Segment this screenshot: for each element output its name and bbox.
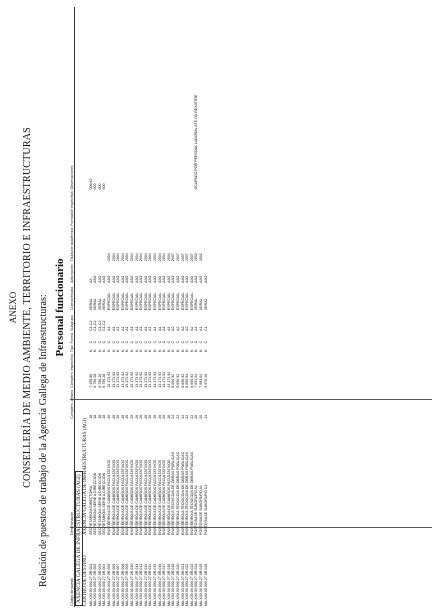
cell-titulacion: 2004 xyxy=(125,253,130,262)
cell-nivel: 22 xyxy=(180,414,185,419)
cell-subgrupo: A2 xyxy=(185,326,190,331)
cell-cuerpo: XERAL xyxy=(93,298,98,311)
center-label: CENTRO DE DESTINO xyxy=(82,555,88,606)
cell-forma: C xyxy=(175,340,180,344)
cell-cuerpo: ESPECIAL xyxy=(111,292,116,311)
cell-nivel: 22 xyxy=(189,414,194,419)
cell-forma: C xyxy=(116,340,121,344)
cell-cuerpo: ESPECIAL xyxy=(125,292,130,311)
cell-cuerpo: XERAL xyxy=(88,298,93,311)
cell-forma: C xyxy=(157,340,162,344)
cell-nivel: 26 xyxy=(111,414,116,419)
cell-adscripcion: A3O xyxy=(130,275,135,283)
cell-adscripcion: A3O xyxy=(107,275,112,283)
cell-denominacion: SECRETARIO/A DIRECTOR/A xyxy=(88,485,93,535)
cell-especifico: 8.650,92 xyxy=(185,373,190,388)
cell-subgrupo: A1 xyxy=(157,326,162,331)
cell-especifico: 13.173,92 xyxy=(148,371,153,388)
cell-cuerpo: ESPECIAL xyxy=(175,292,180,311)
cell-subgrupo: A1 xyxy=(116,326,121,331)
cell-tipo: N xyxy=(134,349,139,353)
col-forma: Forma xyxy=(70,332,74,344)
cell-denominacion: SECRETARIO/A SERIE A DIRECCIÓN xyxy=(93,472,98,535)
cell-titulacion: 2004 xyxy=(162,253,167,262)
cell-cuerpo: ESPECIAL xyxy=(130,292,135,311)
cell-forma: C xyxy=(203,340,208,344)
cell-especifico: 7.091,04 xyxy=(194,373,199,388)
cell-tipo: N xyxy=(102,349,107,353)
cell-cuerpo: ESPECIAL xyxy=(166,292,171,311)
cell-forma: C xyxy=(107,340,112,344)
cell-adscripcion: A3O xyxy=(120,275,125,283)
cell-cuerpo: ESPECIAL xyxy=(162,292,167,311)
cell-tipo: N xyxy=(139,349,144,353)
cell-codigo: MA.X00.00.000.27.0R.020 xyxy=(175,563,180,606)
cell-denominacion: SECRETARIO/A SERIE A DIRECCIÓN xyxy=(102,472,107,535)
cell-subgrupo: A1 xyxy=(148,326,153,331)
cell-formacion xyxy=(204,191,209,227)
cell-forma: C xyxy=(180,340,185,344)
cell-forma: C xyxy=(111,340,116,344)
cell-subgrupo: A2 xyxy=(189,326,194,331)
cell-tipo: N xyxy=(175,349,180,353)
cell-titulacion: 2002 xyxy=(194,253,199,262)
cell-adscripcion: A3O xyxy=(162,275,167,283)
cell-nivel: 26 xyxy=(120,414,125,419)
cell-codigo: MA.X00.00.000.27.0R.002 xyxy=(93,563,98,606)
cell-denominacion: ENXEÑEIRO/A DE CAMIÑOS FACULTATIVOS xyxy=(148,459,153,535)
cell-especifico: 7.091,04 xyxy=(198,373,203,388)
cell-cuerpo: ESPECIAL xyxy=(148,292,153,311)
center-value: AXENCIA GALEGA DE INFRAESTRUCTURAS (AGI) xyxy=(82,418,88,535)
cell-forma: C xyxy=(194,340,199,344)
cell-adscripcion: A3O xyxy=(148,275,153,283)
cell-codigo: MA.X00.00.000.27.0R.012 xyxy=(139,563,144,606)
cell-adscripcion: A3O xyxy=(93,275,98,283)
cell-codigo: MA.X00.00.000.27.0R.019 xyxy=(171,563,176,606)
cell-nivel: 20 xyxy=(194,414,199,419)
cell-denominacion: ENXEÑEIRO/A DE CAMIÑOS FACULTATIVOS xyxy=(107,459,112,535)
cell-codigo: MA.X00.00.000.27.0R.010 xyxy=(130,563,135,606)
cell-cuerpo: XERAL xyxy=(102,298,107,311)
personal-funcionario-heading: Personal funcionario xyxy=(54,258,66,357)
cell-adscripcion: A3O xyxy=(171,275,176,283)
col-subgrupo: Subgrupo xyxy=(70,311,75,332)
cell-denominacion: ENXEÑEIRO/A DE CAMIÑOS FACULTATIVOS xyxy=(166,459,171,535)
cell-titulacion: 2007 xyxy=(180,253,185,262)
cell-titulacion: 2004 xyxy=(134,253,139,262)
cell-adscripcion: A3O xyxy=(175,275,180,283)
cell-especifico: 8.650,92 xyxy=(175,373,180,388)
cell-tipo: N xyxy=(88,349,93,353)
cell-subgrupo: A1 xyxy=(134,326,139,331)
cell-tipo: N xyxy=(148,349,153,353)
cell-nivel: 26 xyxy=(143,414,148,419)
cell-tipo: N xyxy=(107,349,112,353)
cell-nivel: 26 xyxy=(116,414,121,419)
cell-forma: C xyxy=(93,340,98,344)
cell-forma: C xyxy=(171,340,176,344)
cell-nivel: 22 xyxy=(171,414,176,419)
cell-subgrupo: A1 xyxy=(194,326,199,331)
cell-subgrupo: A1 xyxy=(143,326,148,331)
cell-subgrupo: C1-C2 xyxy=(102,320,107,331)
conselleria-heading: CONSELLERÍA DE MEDIO AMBIENTE, TERRITORIO E INFRAESTRUCTURAS xyxy=(22,127,33,488)
cell-titulacion: 2002 xyxy=(198,253,203,262)
cell-forma: C xyxy=(125,340,130,344)
cell-subgrupo: A1 xyxy=(130,326,135,331)
col-tipo: Tipo xyxy=(70,345,74,353)
cell-tipo: N xyxy=(162,349,167,353)
cell-codigo: MA.X00.00.000.27.0R.014 xyxy=(148,563,153,606)
cell-especifico: 8.650,92 xyxy=(171,373,176,388)
cell-subgrupo: A2 xyxy=(180,326,185,331)
cell-observaciones: 006/40 xyxy=(88,178,93,190)
cell-especifico: 13.173,92 xyxy=(139,371,144,388)
cell-nivel: 18 xyxy=(102,414,107,419)
cell-tipo: N xyxy=(189,349,194,353)
cell-nivel: 26 xyxy=(125,414,130,419)
cell-subgrupo: A1 xyxy=(111,326,116,331)
cell-denominacion: ENXEÑEIRO/A DE CAMIÑOS FACULTATIVOS xyxy=(111,459,116,535)
cell-especifico: 13.173,92 xyxy=(107,371,112,388)
cell-cuerpo: ESPECIAL xyxy=(120,292,125,311)
cell-tipo: N xyxy=(157,349,162,353)
cell-especifico: 13.173,92 xyxy=(130,371,135,388)
cell-tipo: N xyxy=(125,349,130,353)
cell-tipo: N xyxy=(203,349,208,353)
cell-subgrupo: A1 xyxy=(107,326,112,331)
cell-denominacion: POSTO BASE SUBGRUPO A1 xyxy=(194,485,199,535)
cell-adscripcion: A3O xyxy=(157,275,162,283)
cell-adscripcion: A3O xyxy=(194,275,199,283)
cell-denominacion: ENXEÑEIRO/A DE CAMIÑOS FACULTATIVOS xyxy=(130,459,135,535)
cell-nivel: 18 xyxy=(88,414,93,419)
cell-especifico: 13.173,92 xyxy=(162,371,167,388)
cell-adscripcion: A3O xyxy=(97,275,102,283)
cell-nivel: 26 xyxy=(157,414,162,419)
cell-especifico: 13.173,92 xyxy=(116,371,121,388)
cell-nivel: 26 xyxy=(107,414,112,419)
cell-codigo: MA.X00.00.000.27.0R.004 xyxy=(102,563,107,606)
table-row xyxy=(204,7,209,607)
col-denominacion: Denominación xyxy=(70,420,75,536)
cell-titulacion: 2004 xyxy=(139,253,144,262)
cell-forma: C xyxy=(88,340,93,344)
cell-forma: C xyxy=(185,340,190,344)
cell-tipo: N xyxy=(130,349,135,353)
cell-titulacion: 2007 xyxy=(185,253,190,262)
cell-adscripcion: A3O xyxy=(125,275,130,283)
cell-subgrupo: A1 xyxy=(198,326,203,331)
cell-codigo: MA.X00.00.000.27.0R.024 xyxy=(194,563,199,606)
cell-titulacion: 2007 xyxy=(175,253,180,262)
cell-titulacion: 2004 xyxy=(153,253,158,262)
cell-denominacion: POSTO BASE SUBGRUPO A1 xyxy=(198,485,203,535)
cell-denominacion: ENXEÑEIRO/A TÉCNICO/A DE OBRAS PÚBLICAS xyxy=(185,451,190,535)
cell-cuerpo: ESPECIAL xyxy=(116,292,121,311)
cell-denominacion: POSTO BASE SUBGRUPO C1 xyxy=(203,484,208,535)
cell-forma: C xyxy=(189,340,194,344)
cell-cuerpo: ESPECIAL xyxy=(107,292,112,311)
cell-adscripcion: A3O xyxy=(139,275,144,283)
cell-denominacion: ENXEÑEIRO/A DE CAMIÑOS FACULTATIVOS xyxy=(116,459,121,535)
cell-subgrupo: C1 xyxy=(203,326,208,331)
cell-denominacion: ENXEÑEIRO/A TÉCNICO/A DE OBRAS PÚBLICAS xyxy=(180,451,185,535)
cell-denominacion: ENXEÑEIRO/A DE CAMIÑOS FACULTATIVOS xyxy=(162,459,167,535)
cell-especifico: 7.458,86 xyxy=(88,373,93,388)
cell-subgrupo: C1-C2 xyxy=(88,320,93,331)
cell-cuerpo: ESPECIAL xyxy=(139,292,144,311)
cell-codigo: MA.X00.00.000.27.0R.023 xyxy=(189,563,194,606)
col-adscripcion: Adscripción xyxy=(70,262,75,284)
cell-subgrupo: C1-C2 xyxy=(97,320,102,331)
table-body xyxy=(75,7,208,607)
section-row xyxy=(75,7,83,607)
cell-nivel: 18 xyxy=(97,414,102,419)
cell-tipo: N xyxy=(194,349,199,353)
cell-subgrupo: A2 xyxy=(175,326,180,331)
cell-codigo: MA.X00.00.000.27.0R.009 xyxy=(125,563,130,606)
cell-subgrupo: A1 xyxy=(139,326,144,331)
cell-denominacion: ENXEÑEIRO/A DE CAMIÑOS FACULTATIVOS xyxy=(157,459,162,535)
col-codigo: Código de puesto xyxy=(70,536,75,607)
cell-especifico: 6.756,28 xyxy=(102,373,107,388)
cell-codigo: MA.X00.00.000.27.0R.021 xyxy=(180,563,185,606)
cell-forma: C xyxy=(120,340,125,344)
cell-adscripcion: A3O xyxy=(134,275,139,283)
cell-codigo: MA.X00.00.000.27.0R.013 xyxy=(143,563,148,606)
cell-tipo: N xyxy=(171,349,176,353)
cell-forma: C xyxy=(162,340,167,344)
cell-titulacion: 2004 xyxy=(130,253,135,262)
cell-especifico: 13.173,92 xyxy=(166,371,171,388)
cell-tipo: N xyxy=(143,349,148,353)
col-cuerpo: Cuerpo/escala xyxy=(70,284,75,311)
cell-subgrupo: A1 xyxy=(125,326,130,331)
cell-nivel: 22 xyxy=(175,414,180,419)
cell-codigo: MA.X00.00.000.27.0R.003 xyxy=(97,563,102,606)
cell-codigo: MA.X00.00.000.27.0R.026 xyxy=(203,563,208,606)
cell-nivel: 26 xyxy=(130,414,135,419)
cell-codigo: MA.X00.00.000.27.0R.006 xyxy=(111,563,116,606)
rpt-table xyxy=(70,7,208,607)
cell-forma: C xyxy=(97,340,102,344)
cell-codigo: MA.X00.00.000.27.0R.017 xyxy=(162,563,167,606)
cell-cuerpo: ESPECIAL xyxy=(185,292,190,311)
cell-titulacion: 2004 xyxy=(116,253,121,262)
cell-nivel: 26 xyxy=(166,414,171,419)
cell-denominacion: ENXEÑEIRO/A DE CAMIÑOS FACULTATIVOS xyxy=(120,459,125,535)
cell-nivel: 20 xyxy=(198,414,203,419)
cell-tipo: N xyxy=(120,349,125,353)
cell-cuerpo: ESPECIAL xyxy=(180,292,185,311)
cell-tipo: N xyxy=(166,349,171,353)
relacion-subtitle: Relación de puestos de trabajo de la Agencia Gallega de Infraestructuras: xyxy=(38,294,49,587)
cell-especifico: 8.650,92 xyxy=(189,373,194,388)
cell-denominacion: ENXEÑEIRO/A DE CAMIÑOS FACULTATIVOS xyxy=(125,459,130,535)
cell-cuerpo: ESPECIAL xyxy=(171,292,176,311)
cell-cuerpo: ESPECIAL xyxy=(157,292,162,311)
cell-especifico: 13.173,92 xyxy=(111,371,116,388)
cell-codigo: MA.X00.00.000.27.0R.025 xyxy=(198,563,203,606)
cell-nivel: 18 xyxy=(93,414,98,419)
cell-denominacion: SECRETARIO/A SERIE A DIRECCIÓN xyxy=(97,472,102,535)
section-label: AXENCIA GALEGA DE INFRAESTRUCTURAS (AGI) xyxy=(75,471,83,606)
cell-titulacion: 2004 xyxy=(107,253,112,262)
cell-titulacion: 2007 xyxy=(171,253,176,262)
cell-subgrupo: A2 xyxy=(171,326,176,331)
cell-codigo: MA.X00.00.000.27.0R.018 xyxy=(166,563,171,606)
cell-titulacion xyxy=(204,227,209,263)
cell-especifico: 13.173,92 xyxy=(157,371,162,388)
cell-adscripcion: A3O xyxy=(102,275,107,283)
cell-titulacion: 2004 xyxy=(111,253,116,262)
cell-especifico: 13.173,92 xyxy=(153,371,158,388)
cell-especifico: 13.173,92 xyxy=(143,371,148,388)
cell-nivel: 14 xyxy=(203,414,208,419)
cell-especifico: 5.970,46 xyxy=(203,373,208,388)
cell-tipo: N xyxy=(111,349,116,353)
cell-cuerpo: ESPECIAL xyxy=(134,292,139,311)
cell-adscripcion: A3O xyxy=(111,275,116,283)
cell-observaciones xyxy=(204,7,209,191)
cell-observaciones: 600 xyxy=(93,183,98,190)
cell-cuerpo: ESPECIAL xyxy=(143,292,148,311)
anexo-heading: ANEXO xyxy=(8,291,18,324)
cell-adscripcion: A3O xyxy=(185,275,190,283)
cell-codigo: MA.X00.00.000.27.0R.008 xyxy=(120,563,125,606)
cell-codigo: MA.X00.00.000.27.0R.007 xyxy=(116,563,121,606)
cell-forma: C xyxy=(148,340,153,344)
cell-subgrupo: A1 xyxy=(166,326,171,331)
col-formacion: Formación específica xyxy=(70,191,74,226)
cell-subgrupo: A1 xyxy=(120,326,125,331)
column-divider xyxy=(70,399,432,400)
cell-cuerpo: ESPECIAL xyxy=(153,292,158,311)
col-especifico: Complem. específico xyxy=(70,354,74,388)
col-complemento: Complem. destino xyxy=(70,389,74,419)
cell-especifico: 6.756,28 xyxy=(97,373,102,388)
cell-adscripcion: A3O xyxy=(189,275,194,283)
cell-forma: C xyxy=(166,340,171,344)
cell-denominacion: ENXEÑEIRO/A DE CAMIÑOS FACULTATIVOS xyxy=(143,459,148,535)
cell-tipo: N xyxy=(97,349,102,353)
cell-denominacion: ENXEÑEIRO/A TÉCNICO/A DE OBRAS PÚBLICAS xyxy=(189,451,194,535)
cell-denominacion: ENXEÑEIRO/A TÉCNICO/A DE OBRAS PÚBLICAS xyxy=(171,451,176,535)
cell-forma: C xyxy=(153,340,158,344)
cell-forma: C xyxy=(143,340,148,344)
rpt-table-container xyxy=(70,7,432,607)
cell-forma: C xyxy=(198,340,203,344)
cell-especifico: 13.173,92 xyxy=(125,371,130,388)
cell-especifico: 6.756,28 xyxy=(93,373,98,388)
cell-subgrupo: A1 xyxy=(162,326,167,331)
cell-tipo: N xyxy=(153,349,158,353)
cell-observaciones: 600 xyxy=(102,183,107,190)
cell-tipo: N xyxy=(93,349,98,353)
cell-denominacion: ENXEÑEIRO/A DE CAMIÑOS FACULTATIVOS xyxy=(139,459,144,535)
cell-especifico: 13.173,92 xyxy=(120,371,125,388)
cell-adscripcion: A3O xyxy=(180,275,185,283)
cell-denominacion: ENXEÑEIRO/A DE CAMIÑOS FACULTATIVOS xyxy=(134,459,139,535)
cell-titulacion: 2004 xyxy=(143,253,148,262)
cell-nivel: 26 xyxy=(139,414,144,419)
cell-nivel: 26 xyxy=(162,414,167,419)
cell-codigo: MA.X00.00.000.27.0R.022 xyxy=(185,563,190,606)
cell-cuerpo: XERAL xyxy=(194,298,199,311)
cell-nivel: 26 xyxy=(148,414,153,419)
column-divider xyxy=(70,527,432,528)
cell-nivel: 26 xyxy=(153,414,158,419)
cell-codigo: MA.X00.00.000.27.0R.011 xyxy=(134,563,139,606)
cell-tipo: N xyxy=(185,349,190,353)
cell-adscripcion: A3O xyxy=(153,275,158,283)
cell-subgrupo: A1 xyxy=(153,326,158,331)
cell-titulacion: 2004 xyxy=(148,253,153,262)
cell-adscripcion: A3O xyxy=(203,275,208,283)
cell-titulacion: 2004 xyxy=(120,253,125,262)
col-observaciones: Observaciones xyxy=(70,7,75,191)
cell-denominacion: ENXEÑEIRO/A TÉCNICO/A DE OBRAS PÚBLICAS xyxy=(175,451,180,535)
cell-especifico: 13.173,92 xyxy=(134,371,139,388)
cell-forma: C xyxy=(134,340,139,344)
cell-subgrupo: C1-C2 xyxy=(93,320,98,331)
cell-cuerpo: XERAL xyxy=(198,298,203,311)
cell-adscripcion: A3 xyxy=(88,278,93,283)
cell-tipo: N xyxy=(198,349,203,353)
cell-tipo: N xyxy=(180,349,185,353)
cell-cuerpo: XERAL xyxy=(97,298,102,311)
cell-titulacion: 2004 xyxy=(157,253,162,262)
cell-codigo: MA.X00.00.000.27.0R.001 xyxy=(88,563,93,606)
cell-nivel: 22 xyxy=(185,414,190,419)
cell-cuerpo: ESPECIAL xyxy=(189,292,194,311)
cell-adscripcion: A3O xyxy=(166,275,171,283)
cell-codigo: MA.X00.00.000.27.0R.016 xyxy=(157,563,162,606)
col-titulacion: Titulación académica xyxy=(70,227,74,262)
cell-codigo: MA.X00.00.000.27.0R.005 xyxy=(107,563,112,606)
cell-observaciones: 600 xyxy=(97,183,102,190)
cell-adscripcion: A3O xyxy=(143,275,148,283)
cell-codigo: MA.X00.00.000.27.0R.015 xyxy=(153,563,158,606)
cell-forma: C xyxy=(139,340,144,344)
cell-forma: C xyxy=(130,340,135,344)
cell-titulacion: 2004 xyxy=(166,253,171,262)
cell-adscripcion: A3O xyxy=(116,275,121,283)
cell-cuerpo: XERAL xyxy=(203,298,208,311)
cell-especifico: 8.650,92 xyxy=(180,373,185,388)
cell-nivel: 26 xyxy=(134,414,139,419)
cell-tipo: N xyxy=(116,349,121,353)
cell-denominacion: ENXEÑEIRO/A DE CAMIÑOS FACULTATIVOS xyxy=(153,459,158,535)
cell-titulacion: 2007 xyxy=(189,253,194,262)
cell-forma: C xyxy=(102,340,107,344)
cell-observaciones: OCUPADO POR PERSOAL LABORAL ATÉ OU REXISTRE xyxy=(194,94,199,190)
cell-adscripcion: A3O xyxy=(198,275,203,283)
